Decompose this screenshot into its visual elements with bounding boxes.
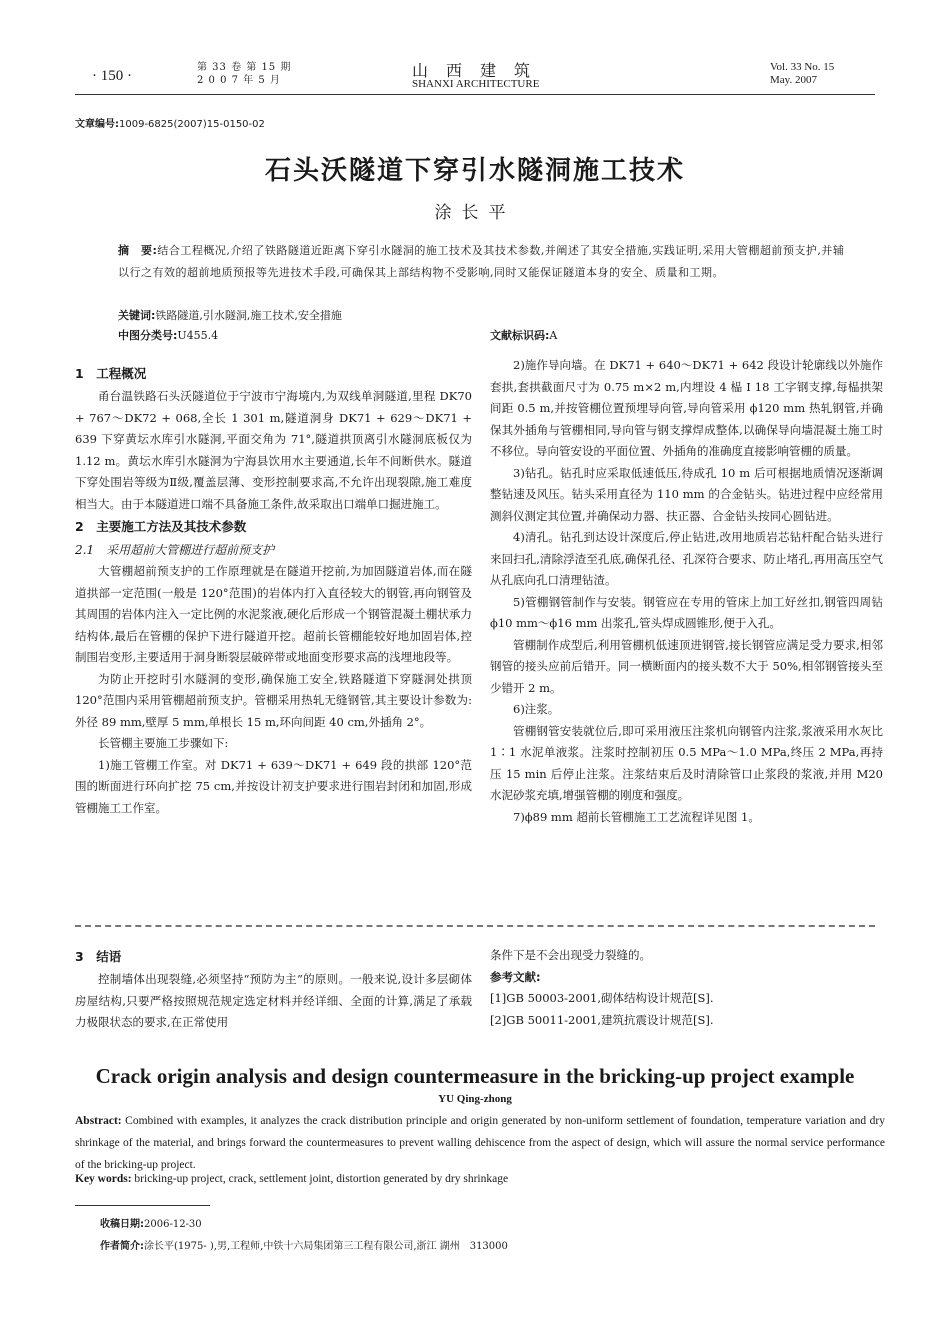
- received-label: 收稿日期:: [100, 1219, 144, 1230]
- keywords-cn: [118, 307, 848, 325]
- references-column: [490, 945, 883, 1031]
- abstract-cn-text: 结合工程概况,介绍了铁路隧道近距离下穿引水隧洞的施工技术及其技术参数,并阐述了其安全措施,实践证明,采用大管棚超前预支护,并辅以行之有效的超前地质预报等先进技术手段,可确保其上部结构物不受影响,同时又能保证隧道本身的安全、质量和工期。: [118, 244, 845, 279]
- received-date: [100, 1215, 202, 1230]
- clc-number: [118, 327, 218, 343]
- section-2-1-paragraph-3: 长管棚主要施工步骤如下:: [98, 736, 229, 750]
- section-3-paragraph: 控制墙体出现裂缝,必须坚持“预防为主”的原则。一般来说,设计多层砌体房屋结构,只要严格按照规范规定选定材料并经详细、全面的计算,满足了承载力极限状态的要求,在正常使用: [75, 972, 472, 1029]
- page-number: · 150 ·: [92, 68, 132, 84]
- author-bio: [100, 1237, 508, 1252]
- step-4-paragraph: 4)清孔。钻孔到达设计深度后,停止钻进,改用地质岩芯钻杆配合钻头进行来回扫孔,清除浮渣至孔底,确保孔径、孔深符合要求、防止堵孔,再用高压空气从孔底向孔口清理钻渣。: [490, 530, 883, 587]
- section-1-heading: 1 工程概况: [75, 366, 147, 381]
- bio-text: 涂长平(1975- ),男,工程师,中铁十六局集团第三工程有限公司,浙江 湖州 313000: [144, 1241, 508, 1252]
- journal-title-cn: 山西建筑: [412, 61, 549, 80]
- step-6-paragraph: 6)注浆。: [513, 702, 560, 716]
- section-2-1-paragraph-4: 1)施工管棚工作室。对 DK71 + 639～DK71 + 649 段的拱部 120°范围的断面进行环向扩挖 75 cm,并按设计初支护要求进行围岩封闭和加固,形成管棚施工工作室。: [75, 757, 472, 815]
- doc-code: [490, 327, 557, 343]
- english-keywords-text: bricking-up project, crack, settlement joint, distortion generated by dry shrinkage: [134, 1173, 509, 1185]
- english-keywords-label: Key words:: [75, 1173, 132, 1185]
- journal-title-en: SHANXI ARCHITECTURE: [412, 78, 540, 90]
- issue-cn-line2: 2 0 0 7 年 5 月: [197, 75, 281, 86]
- section-2-heading: 2 主要施工方法及其技术参数: [75, 519, 247, 534]
- step-3-paragraph: 3)钻孔。钻孔时应采取低速低压,待成孔 10 m 后可根据地质情况逐渐调整钻速及风压。钻头采用直径为 110 mm 的合金钻头。钻进过程中应经常用测斜仪测定其位置,并确保动力器、扶正器、合金钻头按同心圆钻进。: [490, 465, 883, 523]
- step-6-detail-paragraph: 管棚钢管安装就位后,即可采用液压注浆机向钢管内注浆,浆液采用水灰比 1∶1 水泥单液浆。注浆时控制初压 0.5 MPa～1.0 MPa,终压 2 MPa,再持压 15 min 后停止注浆。注浆结束后及时清除管口止浆段的浆液,并用 M20 水泥砂浆充填,增强管棚的刚度和强度。: [490, 723, 883, 802]
- issue-cn-line1: 第 33 卷 第 15 期: [197, 62, 292, 73]
- clc-value: U455.4: [177, 329, 219, 342]
- keywords-cn-text: 铁路隧道,引水隧洞,施工技术,安全措施: [155, 309, 342, 322]
- english-abstract-text: Combined with examples, it analyzes the crack distribution principle and origin generated by non-uniform settlement of foundation, temperature variation and dry shrinkage of the material, and brings forward the countermeasures to prevent walling dehiscence from the aspect of design, which will assure the normal service performance of the bricking-up project.: [75, 1115, 885, 1171]
- step-5-paragraph: 5)管棚钢管制作与安装。钢管应在专用的管床上加工好丝扣,钢管四周钻 ϕ10 mm～ϕ16 mm 出浆孔,管头焊成圆锥形,便于入孔。: [490, 594, 883, 630]
- header-rule: [75, 94, 875, 95]
- left-column: [75, 362, 472, 819]
- section-3-heading: 3 结语: [75, 949, 122, 964]
- reference-2: [2]GB 50011-2001,建筑抗震设计规范[S].: [490, 1012, 714, 1027]
- right-column: [490, 355, 883, 828]
- issue-cn: [197, 61, 291, 87]
- english-author: YU Qing-zhong: [438, 1093, 512, 1105]
- section-2-1-paragraph-1: 大管棚超前预支护的工作原理就是在隧道开挖前,为加固隧道岩体,而在隧道拱部一定范围(一般是 120°范围)的岩体内打入直径较大的钢管,再向钢管及其周围的岩体内注入一定比例的水泥浆液,硬化后形成一个钢管混凝土棚状承力结构体,最后在管棚的保护下进行隧道开挖。超前长管棚能较好地加固岩体,控制围岩变形,主要适用于洞身断裂层破碎带或地面变形要求高的浅埋地段等。: [75, 564, 472, 664]
- article-number-value: 1009-6825(2007)15-0150-02: [119, 119, 265, 130]
- english-abstract: [75, 1110, 885, 1176]
- doc-code-label: 文献标识码:: [490, 329, 550, 342]
- english-keywords: [75, 1173, 885, 1185]
- keywords-cn-label: 关键词:: [118, 309, 156, 322]
- issue-en-line2: May. 2007: [770, 74, 817, 86]
- paper-title: 石头沃隧道下穿引水隧洞施工技术: [264, 156, 685, 186]
- english-title: Crack origin analysis and design countermeasure in the bricking-up project example: [95, 1064, 855, 1088]
- conclusion-column: [75, 945, 472, 1034]
- english-abstract-label: Abstract:: [75, 1115, 122, 1127]
- step-5-detail-paragraph: 管棚制作成型后,利用管棚机低速顶进钢管,接长钢管应满足受力要求,相邻钢管的接头应前后错开。同一横断面内的接头数不大于 50%,相邻钢管接头至少错开 2 m。: [490, 637, 883, 695]
- step-2-paragraph: 2)施作导向墙。在 DK71 + 640～DK71 + 642 段设计轮廓线以外施作套拱,套拱截面尺寸为 0.75 m×2 m,内埋设 4 榀 I 18 工字钢支撑,每榀拱架间距 0.5 m,并按管棚位置预埋导向管,导向管采用 ϕ120 mm 热轧钢管,并确保其外插角与管棚相同,导向管与钢支撑焊成整体,以确保导向墙混凝土施工时不移位。导向管安设的平面位置、外插角的准确度直接影响管棚的质量。: [490, 358, 883, 458]
- clc-label: 中图分类号:: [118, 329, 178, 342]
- abstract-cn-label: 摘 要:: [118, 244, 158, 257]
- received-value: 2006-12-30: [144, 1219, 202, 1230]
- article-number-label: 文章编号:: [75, 119, 119, 130]
- section-2-1-paragraph-2: 为防止开挖时引水隧洞的变形,确保施工安全,铁路隧道下穿隧洞处拱顶 120°范围内采用管棚超前预支护。管棚采用热轧无缝钢管,其主要设计参数为:外径 89 mm,壁厚 5 mm,单根长 15 m,环向间距 40 cm,外插角 2°。: [75, 671, 472, 729]
- dashed-separator: [75, 925, 875, 927]
- step-7-paragraph: 7)ϕ89 mm 超前长管棚施工工艺流程详见图 1。: [513, 809, 760, 824]
- abstract-cn: [118, 240, 848, 284]
- section-2-1-heading: 2.1 采用超前大管棚进行超前预支护: [75, 543, 275, 557]
- article-number: [75, 115, 265, 130]
- section-1-paragraph: 甬台温铁路石头沃隧道位于宁波市宁海境内,为双线单洞隧道,里程 DK70 + 767～DK72 + 068,全长 1 301 m,隧道洞身 DK71 + 629～DK71 + 639 下穿黄坛水库引水隧洞,平面交角为 71°,隧道拱顶离引水隧洞底板仅为 1.12 m。黄坛水库引水隧洞为宁海县饮用水主要通道,长年不间断供水。隧道下穿处围岩等级为Ⅱ级,覆盖层薄、变形控制要求高,不允许出现裂隙,施工难度相当大。由于本隧道进口端不具备施工条件,故采取出口端单口掘进施工。: [75, 389, 472, 511]
- doc-code-value: A: [549, 329, 558, 342]
- bio-label: 作者简介:: [100, 1241, 144, 1252]
- issue-en: [770, 61, 834, 87]
- reference-1: [1]GB 50003-2001,砌体结构设计规范[S].: [490, 991, 714, 1005]
- footnote-rule: [75, 1205, 210, 1206]
- paper-author: 涂长平: [434, 203, 516, 223]
- conclusion-continuation: 条件下是不会出现受力裂缝的。: [490, 948, 651, 962]
- references-label: 参考文献:: [490, 969, 541, 984]
- issue-en-line1: Vol. 33 No. 15: [770, 61, 835, 73]
